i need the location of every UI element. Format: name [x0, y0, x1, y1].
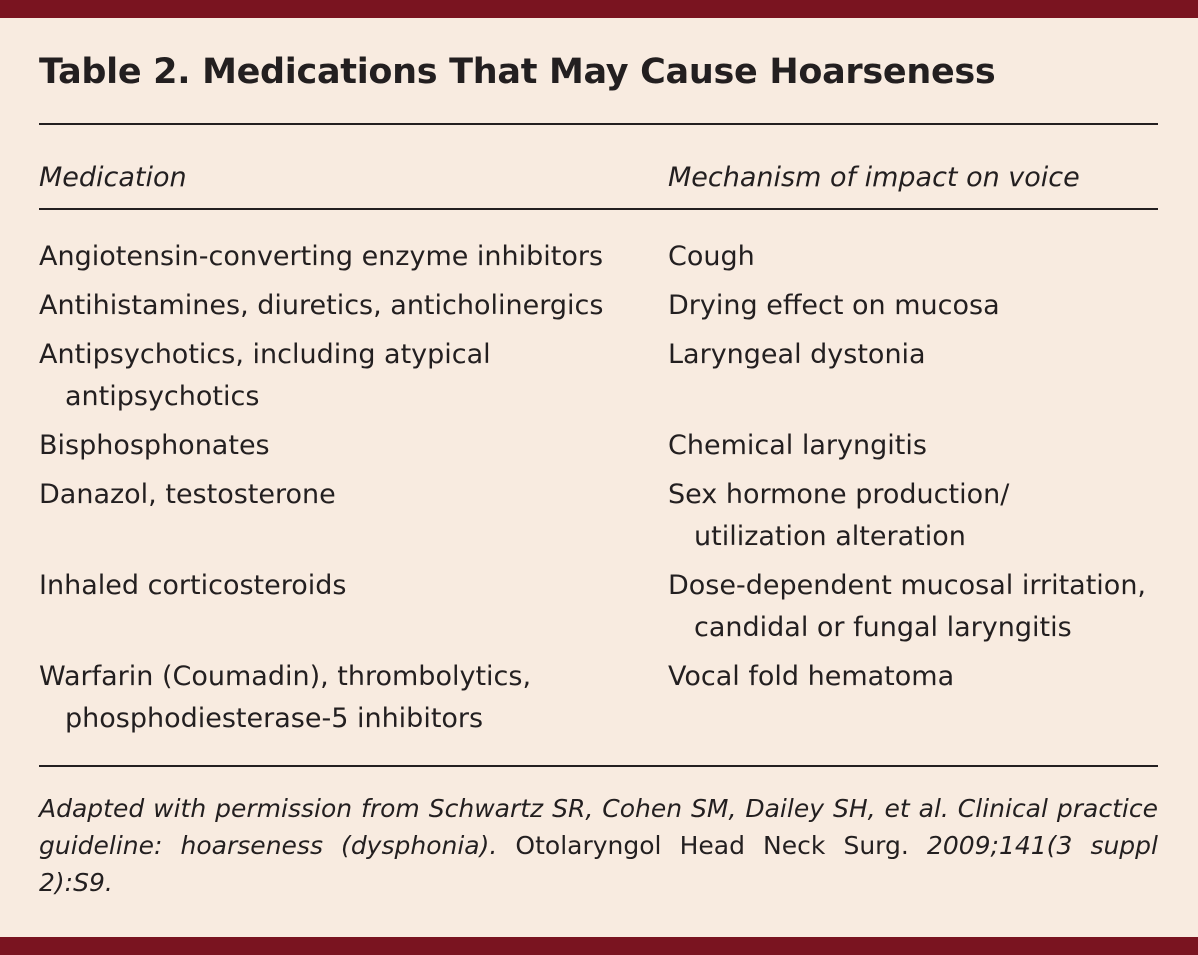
mechanism-cell: [668, 425, 927, 467]
footnote-journal: Otolaryngol Head Neck Surg.: [515, 831, 909, 860]
cell-line: Cough: [668, 241, 755, 272]
footnote-text: Adapted with permission from Schwartz SR, Cohen SM, Dailey SH, et al. Clinical practice guideline: hoarseness (dysphonia).: [39, 794, 1158, 860]
cell-line: Drying effect on mucosa: [668, 290, 1000, 321]
cell-line: Chemical laryngitis: [668, 430, 927, 461]
cell-line: Danazol, testosterone: [39, 479, 336, 510]
header-rule: [39, 208, 1158, 210]
table-bottom-rule: [39, 765, 1158, 767]
medication-cell: [39, 425, 270, 467]
mechanism-cell: [668, 285, 1000, 327]
medication-cell: [39, 285, 603, 327]
medication-cell: [39, 565, 346, 607]
mechanism-cell: [668, 656, 954, 698]
cell-line: antipsychotics: [65, 381, 260, 412]
cell-line: Sex hormone production/: [668, 479, 1010, 510]
cell-line: candidal or fungal laryngitis: [694, 612, 1072, 643]
cell-line: Warfarin (Coumadin), thrombolytics,: [39, 661, 532, 692]
cell-line: utilization alteration: [694, 521, 966, 552]
bottom-accent-bar: [0, 937, 1198, 955]
cell-line: Inhaled corticosteroids: [39, 570, 347, 601]
top-accent-bar: [0, 0, 1198, 18]
title-rule: [39, 123, 1158, 125]
cell-line: Bisphosphonates: [39, 430, 270, 461]
cell-line: Antihistamines, diuretics, anticholinergics: [39, 290, 604, 321]
medication-cell: [39, 474, 336, 516]
cell-line: phosphodiesterase-5 inhibitors: [65, 703, 484, 734]
header-mechanism: Mechanism of impact on voice: [668, 162, 1080, 193]
cell-line: Dose-dependent mucosal irritation,: [668, 570, 1147, 601]
cell-line: Vocal fold hematoma: [668, 661, 955, 692]
mechanism-cell: [668, 474, 1009, 558]
footnote-citation: 2009;141(3 suppl 2):S9.: [39, 831, 1158, 897]
source-footnote: [39, 790, 1158, 901]
mechanism-cell: [668, 565, 1146, 649]
cell-line: Angiotensin-converting enzyme inhibitors: [39, 241, 604, 272]
header-medication: Medication: [39, 162, 187, 193]
mechanism-cell: [668, 236, 755, 278]
cell-line: Laryngeal dystonia: [668, 339, 926, 370]
medication-cell: [39, 656, 531, 740]
medication-cell: [39, 236, 603, 278]
mechanism-cell: [668, 334, 926, 376]
cell-line: Antipsychotics, including atypical: [39, 339, 491, 370]
table-title: Table 2. Medications That May Cause Hoarseness: [39, 52, 996, 92]
medication-cell: [39, 334, 491, 418]
